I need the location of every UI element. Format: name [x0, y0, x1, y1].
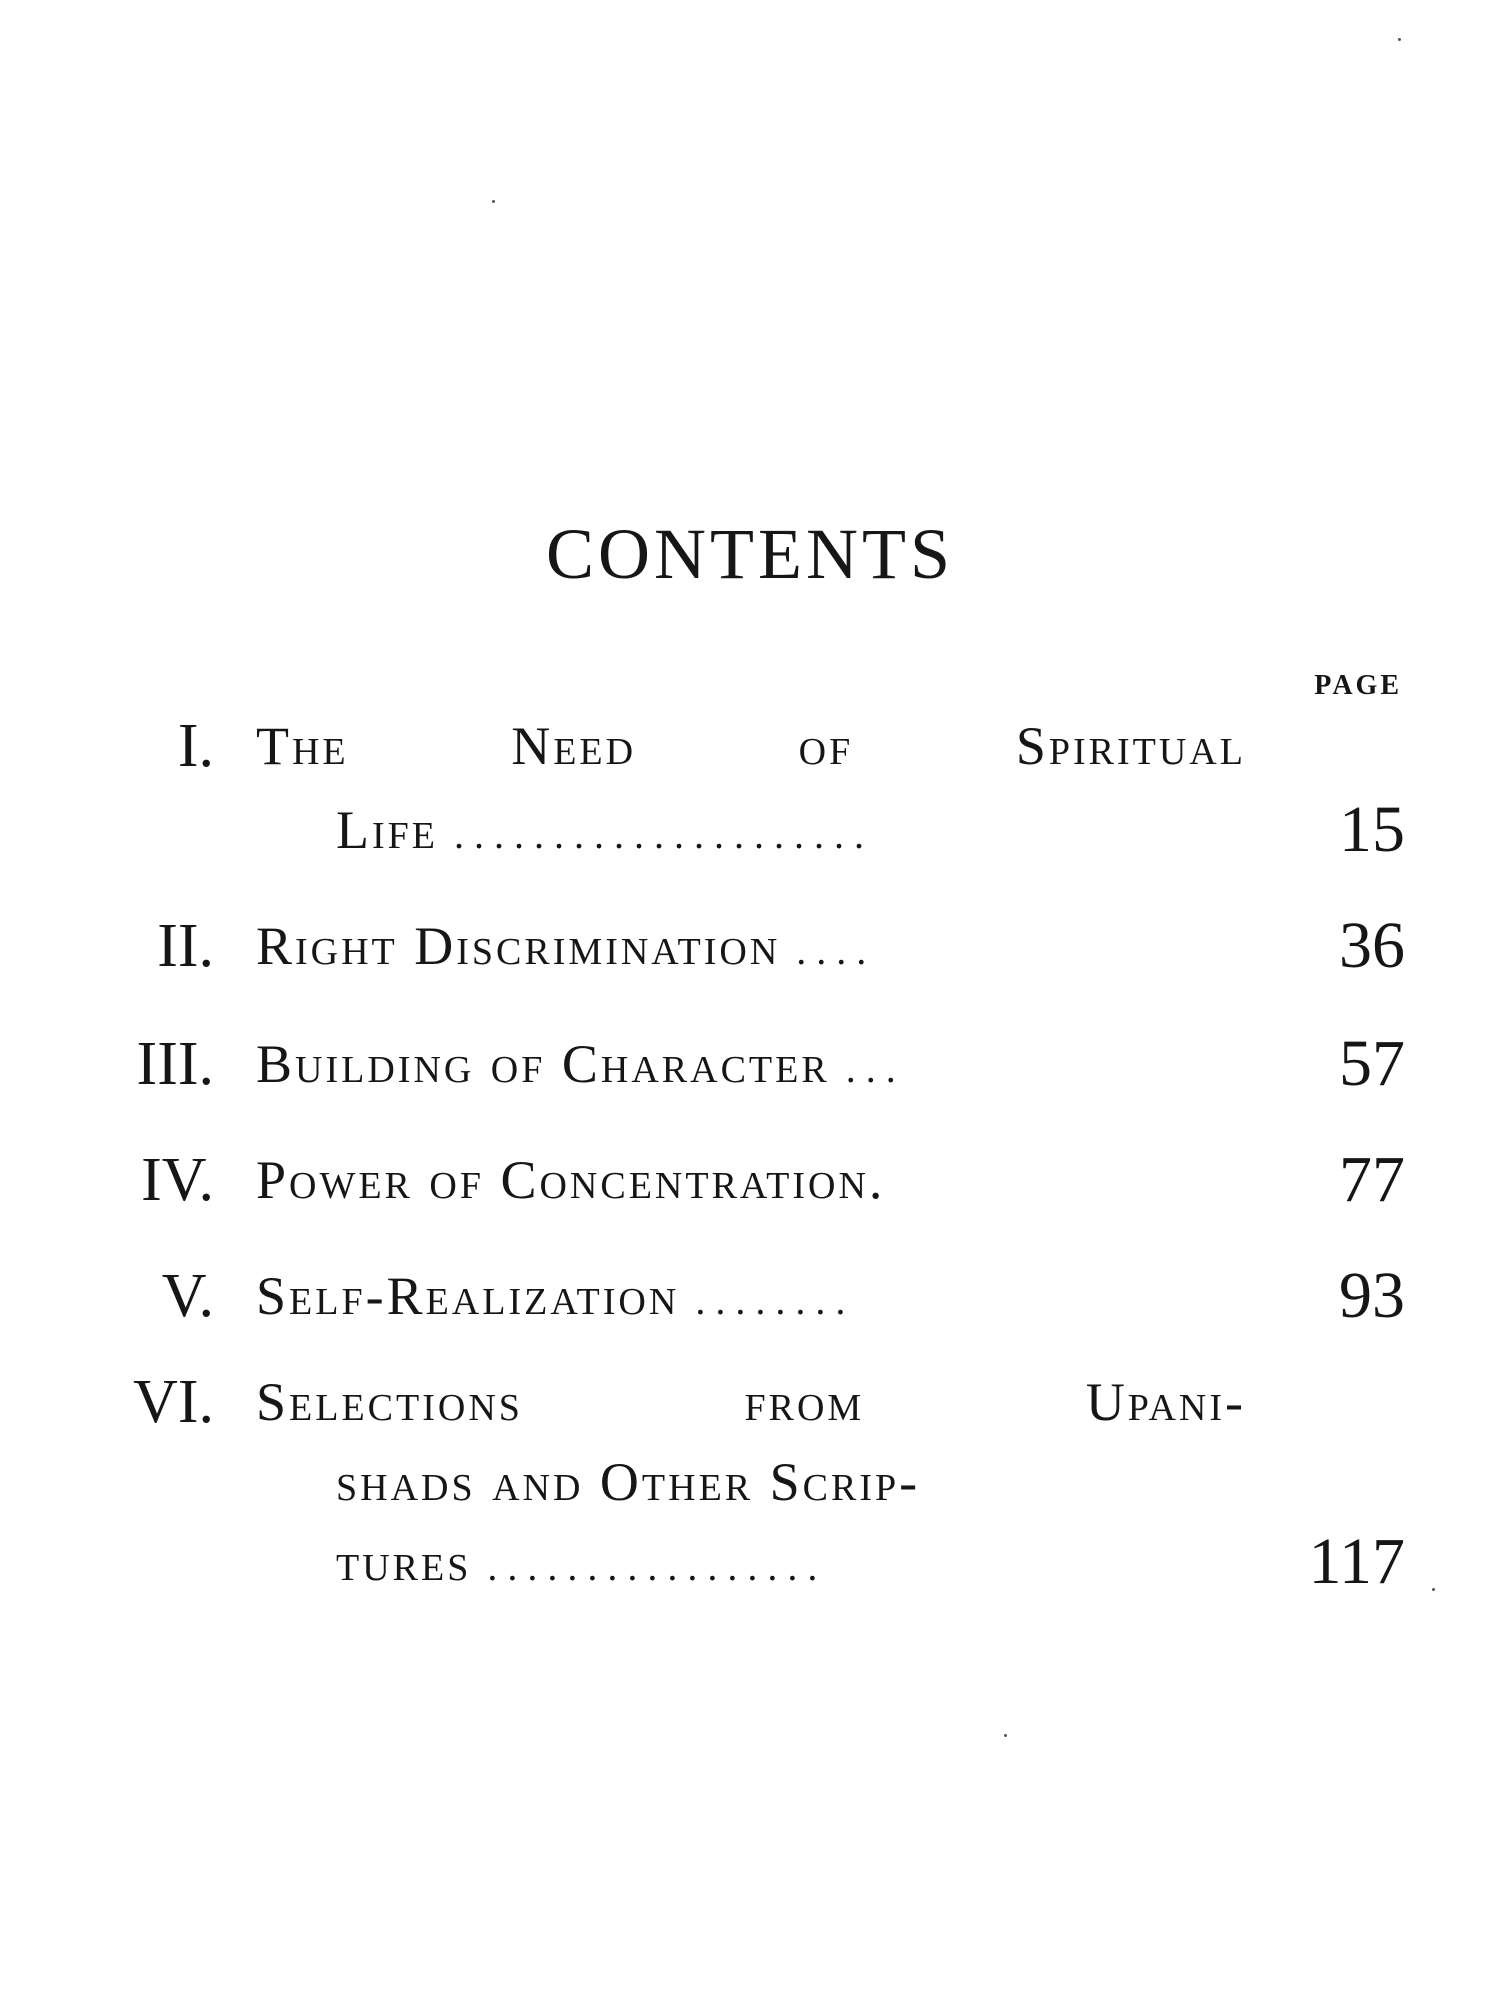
page-column-label: PAGE	[1314, 670, 1402, 701]
title-word: Selections	[256, 1372, 523, 1432]
title-text: Power of Concentration.	[256, 1150, 886, 1210]
title-word: Life	[336, 800, 438, 860]
dot-leader: ........	[695, 1278, 856, 1323]
dot-leader: .....................	[454, 812, 874, 857]
title-text: Right Discrimination	[256, 916, 781, 976]
dot-leader: ...	[845, 1046, 906, 1091]
title-text: Building of Character	[256, 1034, 830, 1094]
title-text: Self-Realization	[256, 1266, 680, 1326]
title-word: of	[798, 716, 854, 776]
title-word: Spiritual	[1015, 716, 1246, 776]
entry-title-line-2	[336, 1442, 920, 1522]
entry-page-number: 77	[1339, 1143, 1405, 1216]
entry-page-number: 36	[1339, 909, 1405, 982]
scan-speck	[1432, 1588, 1435, 1591]
entry-page-number: 93	[1339, 1259, 1405, 1332]
scan-speck	[1398, 38, 1401, 41]
entry-page-number: 15	[1339, 793, 1405, 866]
entry-page-number: 117	[1308, 1525, 1405, 1598]
entry-numeral: II.	[157, 912, 214, 980]
entry-numeral: I.	[177, 712, 214, 780]
dot-leader: .................	[487, 1544, 828, 1589]
entry-title-line-1	[256, 1362, 1246, 1442]
scan-speck	[1004, 1734, 1007, 1737]
entry-title	[256, 1140, 901, 1220]
title-word: Need	[511, 716, 637, 776]
dot-leader: ....	[796, 928, 877, 973]
title-text: shads and Other Scrip-	[336, 1452, 921, 1512]
entry-title	[256, 906, 876, 986]
entry-numeral: VI.	[133, 1368, 214, 1436]
entry-title-line-2	[336, 790, 874, 870]
title-word: from	[744, 1372, 865, 1432]
entry-title	[256, 1256, 855, 1336]
scan-speck	[492, 200, 495, 203]
entry-page-number: 57	[1339, 1027, 1405, 1100]
entry-title-line-3	[336, 1522, 827, 1602]
entry-title-line-1	[256, 706, 1246, 786]
title-word: Upani-	[1085, 1372, 1246, 1432]
contents-heading: CONTENTS	[546, 514, 954, 594]
title-text: tures	[336, 1532, 472, 1592]
title-word: The	[256, 716, 349, 776]
entry-numeral: IV.	[141, 1146, 214, 1214]
entry-numeral: III.	[136, 1030, 214, 1098]
entry-numeral: V.	[161, 1262, 214, 1330]
entry-title	[256, 1024, 906, 1104]
